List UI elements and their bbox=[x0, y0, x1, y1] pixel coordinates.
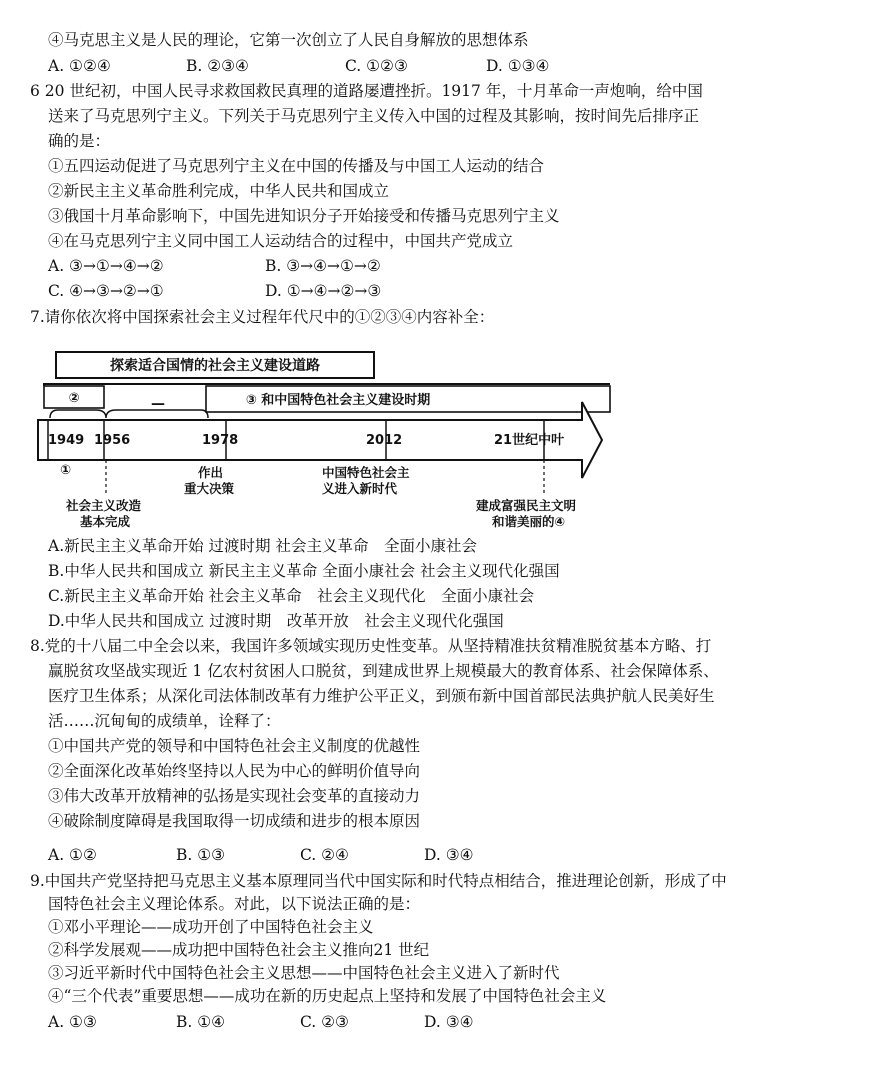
circle-1-label: ① bbox=[60, 463, 72, 478]
q8-stem-line2: 赢脱贫攻坚战实现近 1 亿农村贫困人口脱贫，到建成世界上规模最大的教育体系、社会保障体系、 bbox=[48, 662, 719, 680]
q8-statement-4: ④破除制度障碍是我国取得一切成绩和进步的根本原因 bbox=[48, 812, 421, 830]
q7-stem: 7.请你依次将中国探索社会主义过程年代尺中的①②③④内容补全： bbox=[30, 308, 495, 326]
q9-statement-4: ④“三个代表”重要思想——成功在新的历史起点上坚持和发展了中国特色社会主义 bbox=[48, 987, 607, 1005]
q6-option-a[interactable]: A. ③→①→④→② bbox=[48, 257, 164, 275]
q8-option-c[interactable]: C. ②④ bbox=[300, 846, 349, 864]
year-1956: 1956 bbox=[94, 433, 131, 448]
q8-stem-line4: 活……沉甸甸的成绩单，诠释了： bbox=[48, 712, 281, 730]
note-21c-line2: 和谐美丽的④ bbox=[492, 514, 566, 529]
banner-text: 探索适合国情的社会主义建设道路 bbox=[110, 358, 320, 374]
q8-statement-3: ③伟大改革开放精神的弘扬是实现社会变革的直接动力 bbox=[48, 787, 421, 805]
q8-option-b[interactable]: B. ①③ bbox=[176, 846, 226, 864]
q7-option-c[interactable]: C.新民主主义革命开始 社会主义革命 社会主义现代化 全面小康社会 bbox=[48, 587, 535, 605]
q9-option-d[interactable]: D. ③④ bbox=[424, 1013, 474, 1031]
note-2012-line1: 中国特色社会主 bbox=[322, 465, 410, 480]
q6-option-d[interactable]: D. ①→④→②→③ bbox=[265, 282, 382, 300]
circle-2-label: ② bbox=[68, 391, 80, 406]
note-1956-line1: 社会主义改造 bbox=[66, 498, 142, 513]
q8-stem-line1: 8.党的十八届二中全会以来，我国许多领域实现历史性变革。从坚持精准扶贫精准脱贫基本方略、打 bbox=[30, 637, 712, 655]
q9-stem-line2: 国特色社会主义理论体系。对此，以下说法正确的是： bbox=[48, 895, 421, 913]
note-21c-line1: 建成富强民主文明 bbox=[476, 498, 577, 513]
q7-option-b[interactable]: B.中华人民共和国成立 新民主主义革命 全面小康社会 社会主义现代化强国 bbox=[48, 562, 560, 580]
q6-stem-line1: 6 20 世纪初，中国人民寻求救国救民真理的道路屡遭挫折。1917 年，十月革命一声炮响，给中国 bbox=[30, 82, 703, 100]
q8-option-d[interactable]: D. ③④ bbox=[424, 846, 474, 864]
q6-statement-2: ②新民主主义革命胜利完成，中华人民共和国成立 bbox=[48, 182, 390, 200]
q6-option-b[interactable]: B. ③→④→①→② bbox=[265, 257, 381, 275]
q7-option-d[interactable]: D.中华人民共和国成立 过渡时期 改革开放 社会主义现代化强国 bbox=[48, 612, 504, 630]
q8-statement-1: ①中国共产党的领导和中国特色社会主义制度的优越性 bbox=[48, 737, 421, 755]
q6-statement-3: ③俄国十月革命影响下，中国先进知识分子开始接受和传播马克思列宁主义 bbox=[48, 207, 560, 225]
q7-option-a[interactable]: A.新民主主义革命开始 过渡时期 社会主义革命 全面小康社会 bbox=[48, 537, 477, 555]
q8-statement-2: ②全面深化改革始终坚持以人民为中心的鲜明价值导向 bbox=[48, 762, 421, 780]
q5-option-d[interactable]: D. ①③④ bbox=[486, 57, 550, 75]
q6-stem-line2: 送来了马克思列宁主义。下列关于马克思列宁主义传入中国的过程及其影响，按时间先后排序正 bbox=[48, 107, 700, 125]
year-1978: 1978 bbox=[202, 433, 239, 448]
q6-stem-line3: 确的是： bbox=[48, 132, 111, 150]
timeline-diagram bbox=[36, 348, 620, 530]
q9-option-c[interactable]: C. ②③ bbox=[300, 1013, 349, 1031]
year-1949: 1949 bbox=[48, 433, 85, 448]
q9-statement-1: ①邓小平理论——成功开创了中国特色社会主义 bbox=[48, 918, 374, 936]
q9-statement-3: ③习近平新时代中国特色社会主义思想——中国特色社会主义进入了新时代 bbox=[48, 964, 560, 982]
q8-stem-line3: 医疗卫生体系；从深化司法体制改革有力维护公平正义，到颁布新中国首部民法典护航人民美好生 bbox=[48, 687, 715, 705]
q6-option-c[interactable]: C. ④→③→②→① bbox=[48, 282, 164, 300]
note-1956-line2: 基本完成 bbox=[80, 514, 131, 529]
box-3-label: ③ 和中国特色社会主义建设时期 bbox=[245, 393, 431, 408]
q9-statement-2: ②科学发展观——成功把中国特色社会主义推向21 世纪 bbox=[48, 941, 430, 959]
year-2012: 2012 bbox=[366, 433, 403, 448]
q6-statement-1: ①五四运动促进了马克思列宁主义在中国的传播及与中国工人运动的结合 bbox=[48, 157, 545, 175]
q5-option-a[interactable]: A. ①②④ bbox=[48, 57, 111, 75]
note-2012-line2: 义进入新时代 bbox=[322, 481, 398, 496]
q9-option-a[interactable]: A. ①③ bbox=[48, 1013, 97, 1031]
q6-statement-4: ④在马克思列宁主义同中国工人运动结合的过程中，中国共产党成立 bbox=[48, 232, 514, 250]
year-21c: 21世纪中叶 bbox=[494, 433, 565, 448]
q5-option-b[interactable]: B. ②③④ bbox=[186, 57, 249, 75]
dash-mark: — bbox=[151, 396, 165, 412]
q5-statement-4: ④马克思主义是人民的理论，它第一次创立了人民自身解放的思想体系 bbox=[48, 31, 529, 49]
q9-stem-line1: 9.中国共产党坚持把马克思主义基本原理同当代中国实际和时代特点相结合，推进理论创新，形成了中 bbox=[30, 872, 727, 890]
note-1978-line1: 作出 bbox=[198, 465, 224, 480]
q8-option-a[interactable]: A. ①② bbox=[48, 846, 97, 864]
q5-option-c[interactable]: C. ①②③ bbox=[345, 57, 408, 75]
note-1978-line2: 重大决策 bbox=[184, 481, 235, 496]
brace-2 bbox=[50, 410, 208, 418]
q9-option-b[interactable]: B. ①④ bbox=[176, 1013, 226, 1031]
